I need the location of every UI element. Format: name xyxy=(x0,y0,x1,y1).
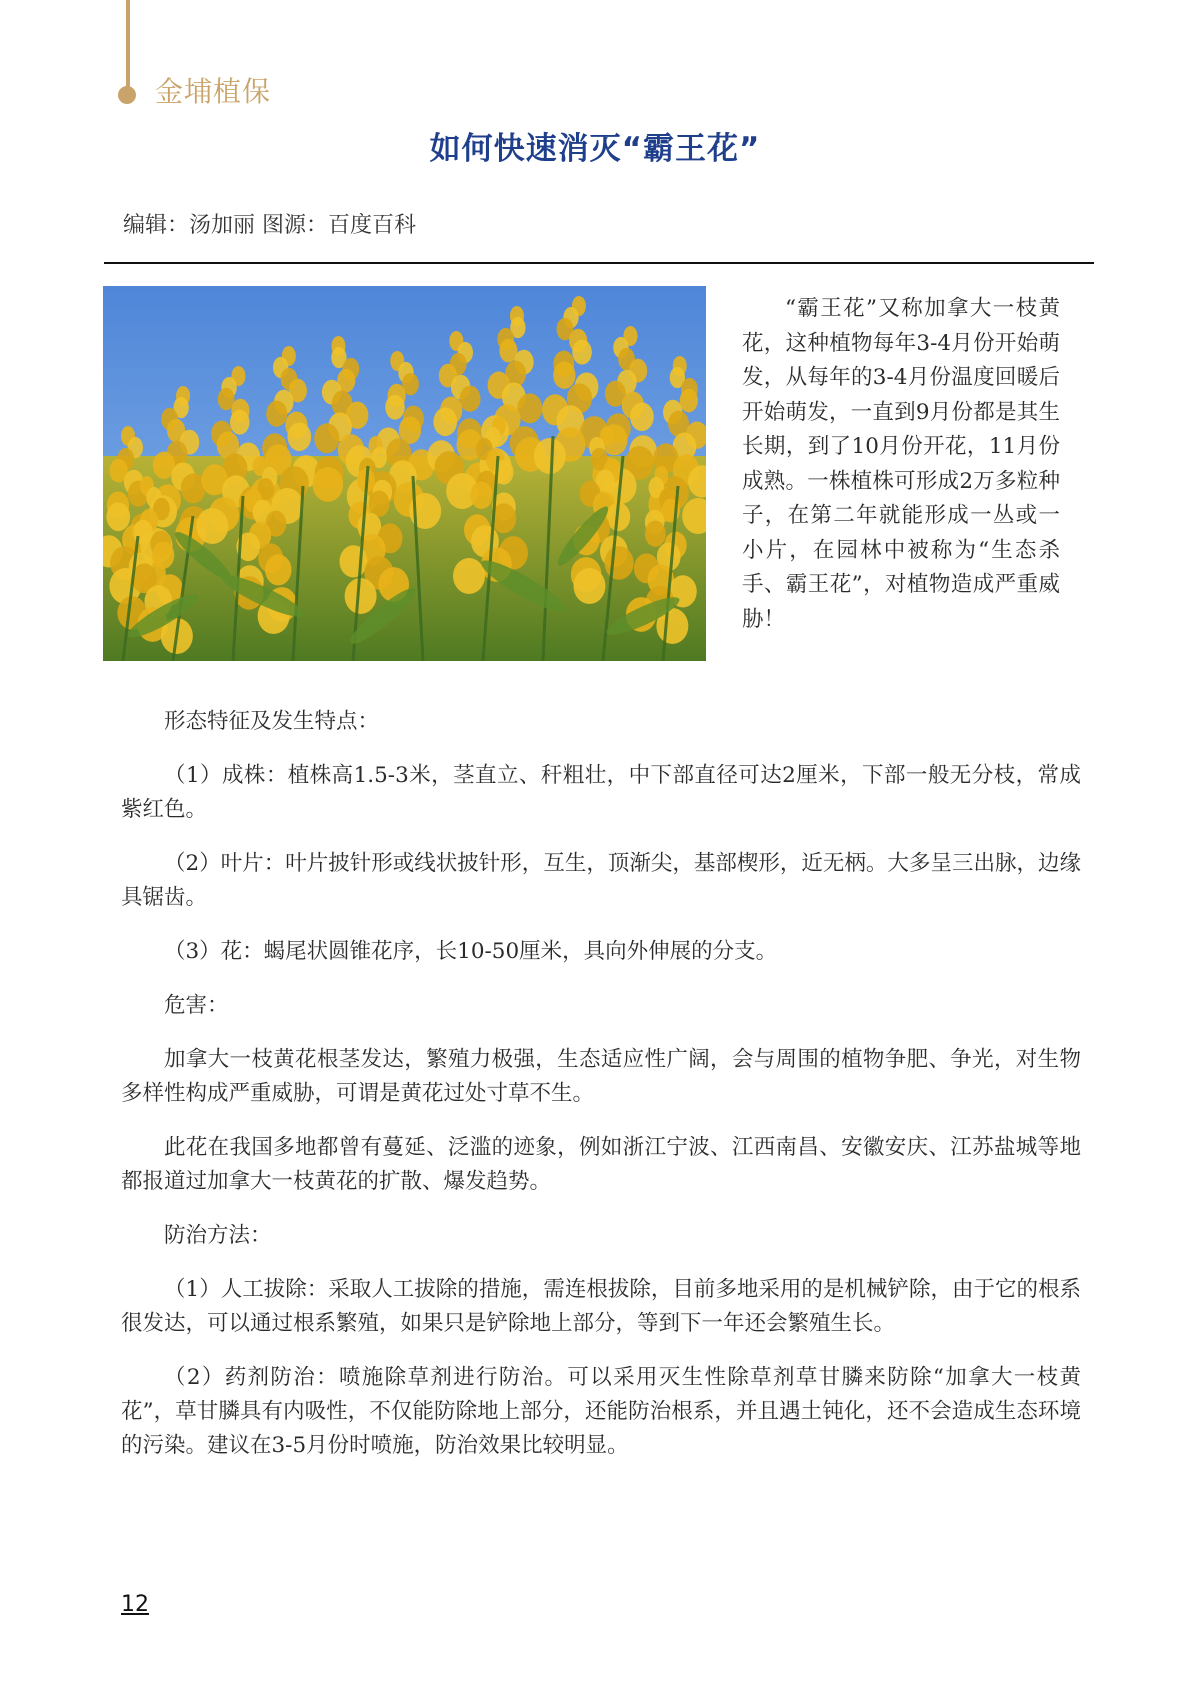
paragraph-leaf: （2）叶片：叶片披针形或线状披针形，互生，顶渐尖，基部楔形，近无柄。大多呈三出脉，边缘具锯齿。 xyxy=(121,851,1081,910)
header-accent-line xyxy=(126,0,130,88)
article-body xyxy=(121,705,1081,1483)
paragraph-flower: （3）花：蝎尾状圆锥花序，长10-50厘米，具向外伸展的分支。 xyxy=(164,939,778,964)
intro-paragraph: “霸王花”又称加拿大一枝黄花，这种植物每年3-4月份开始萌发，从每年的3-4月份温度回暖后开始萌发，一直到9月份都是其生长期，到了10月份开花，11月份成熟。一株植株可形成2万多粒种子，在第二年就能形成一丛或一小片，在园林中被称为“生态杀手、霸王花”，对植物造成严重威胁！ xyxy=(742,296,1060,632)
brand-label: 金埔植保 xyxy=(155,75,272,108)
article-title: 如何快速消灭“霸王花” xyxy=(429,131,761,167)
section-heading-harm: 危害： xyxy=(164,993,229,1018)
paragraph-manual-removal: （1）人工拔除：采取人工拔除的措施，需连根拔除，目前多地采用的是机械铲除，由于它的根系很发达，可以通过根系繁殖，如果只是铲除地上部分，等到下一年还会繁殖生长。 xyxy=(121,1277,1081,1336)
paragraph-plant: （1）成株：植株高1.5-3米，茎直立、秆粗壮，中下部直径可达2厘米，下部一般无分枝，常成紫红色。 xyxy=(121,763,1081,822)
section-heading-control: 防治方法： xyxy=(164,1223,272,1248)
header-divider xyxy=(104,262,1094,264)
paragraph-spread: 此花在我国多地都曾有蔓延、泛滥的迹象，例如浙江宁波、江西南昌、安徽安庆、江苏盐城等地都报道过加拿大一枝黄花的扩散、爆发趋势。 xyxy=(121,1135,1081,1194)
article-byline: 编辑：汤加丽 图源：百度百科 xyxy=(123,213,416,238)
section-heading-morphology: 形态特征及发生特点： xyxy=(164,709,380,734)
goldenrod-field-photo xyxy=(103,286,706,661)
page-number: 12 xyxy=(121,1592,149,1617)
header-accent-dot xyxy=(118,86,136,104)
paragraph-chemical-control: （2）药剂防治：喷施除草剂进行防治。可以采用灭生性除草剂草甘膦来防除“加拿大一枝黄花”，草甘膦具有内吸性，不仅能防除地上部分，还能防治根系，并且遇土钝化，还不会造成生态环境的污染。建议在3-5月份时喷施，防治效果比较明显。 xyxy=(121,1365,1081,1458)
paragraph-harm: 加拿大一枝黄花根茎发达，繁殖力极强，生态适应性广阔，会与周围的植物争肥、争光，对生物多样性构成严重威胁，可谓是黄花过处寸草不生。 xyxy=(121,1047,1081,1106)
